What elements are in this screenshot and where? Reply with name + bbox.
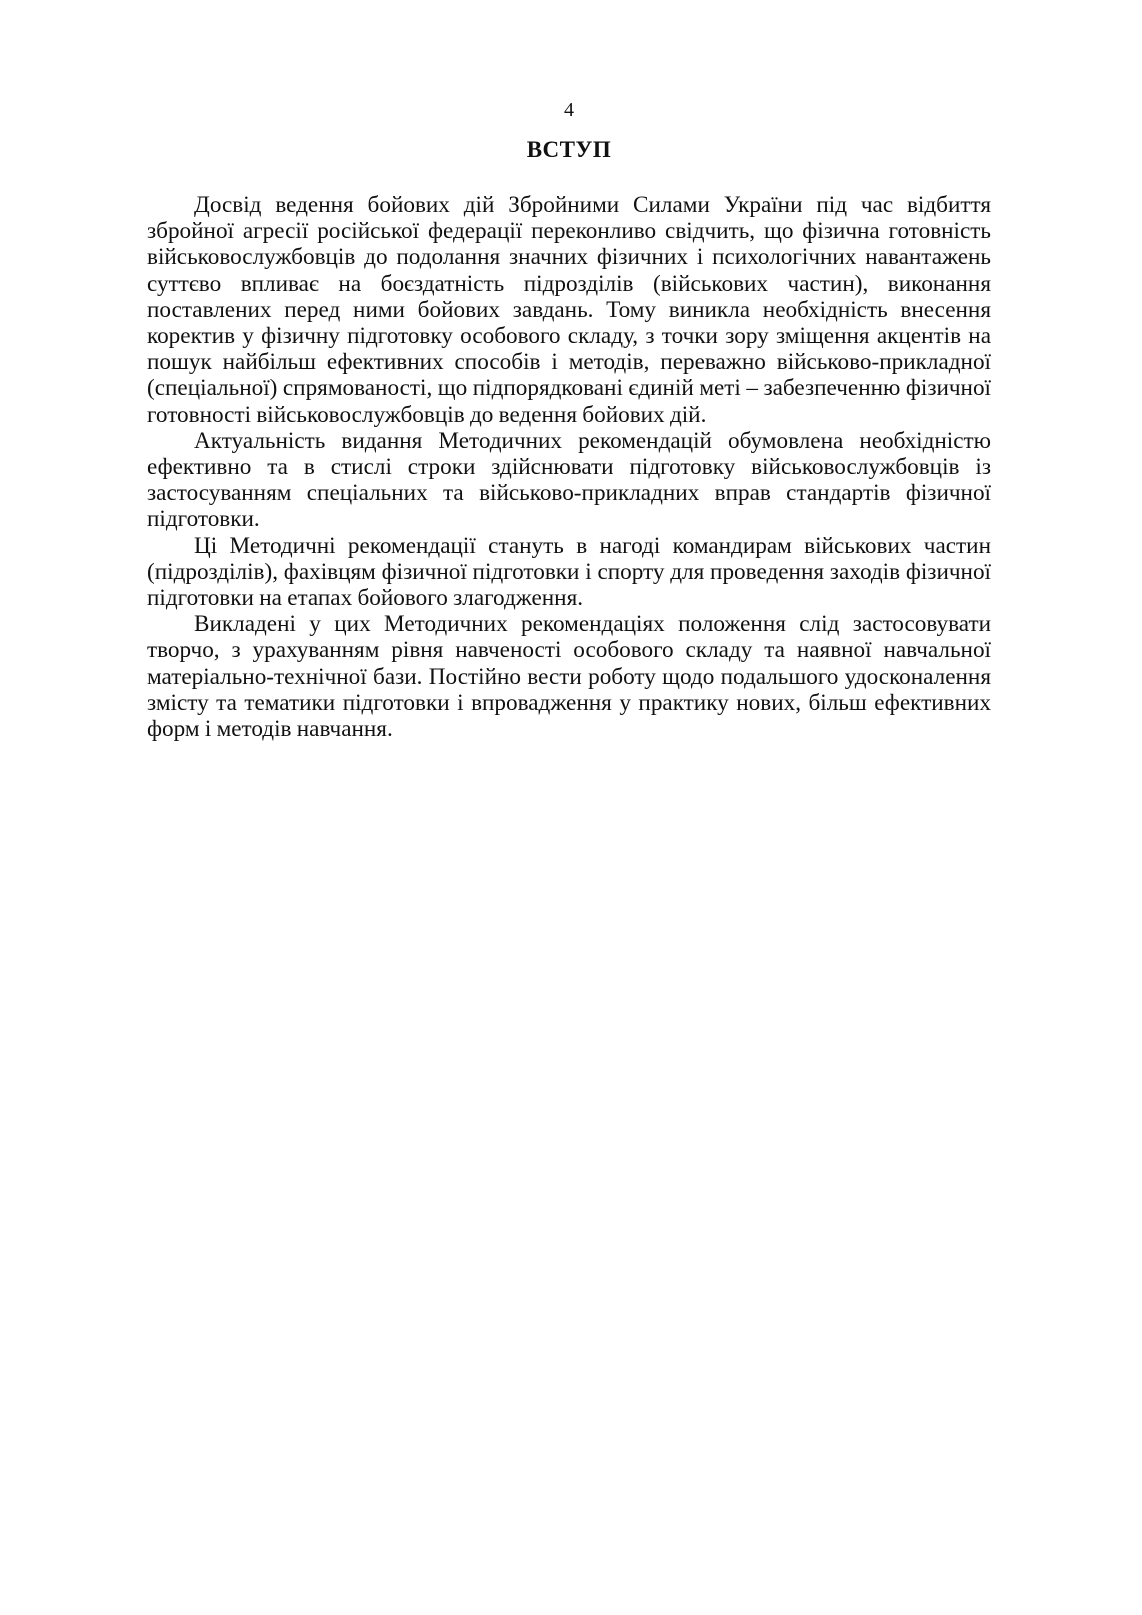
paragraph-combat-experience: Досвід ведення бойових дій Збройними Силами України під час відбиття збройної агресії російської федерації переконливо свідчить, що фізична готовність військовослужбовців до подолання значних фізичних і психологічних навантажень суттєво впливає на боєздатність підрозділів (військових частин), виконання поставлених перед ними бойових завдань. Тому виникла необхідність внесення коректив у фізичну підготовку особового складу, з точки зору зміщення акцентів на пошук найбільш ефективних способів і методів, переважно військово-прикладної (спеціальної) спрямованості, що підпорядковані єдиній меті – забезпеченню фізичної готовності військовослужбовців до ведення бойових дій. xyxy=(147,192,991,428)
paragraph-audience: Ці Методичні рекомендації стануть в нагоді командирам військових частин (підрозділів), фахівцям фізичної підготовки і спорту для проведення заходів фізичної підготовки на етапах бойового злагодження. xyxy=(147,532,991,612)
section-heading: ВСТУП xyxy=(526,137,612,162)
document-body xyxy=(147,192,991,742)
paragraph-relevance: Актуальність видання Методичних рекомендацій обумовлена необхідністю ефективно та в стислі строки здійснювати підготовку військовослужбовців із застосуванням спеціальних та військово-прикладних вправ стандартів фізичної підготовки. xyxy=(147,427,991,533)
paragraph-application: Викладені у цих Методичних рекомендаціях положення слід застосовувати творчо, з урахуванням рівня навченості особового складу та наявної навчальної матеріально-технічної бази. Постійно вести роботу щодо подальшого удосконалення змісту та тематики підготовки і впровадження у практику нових, більш ефективних форм і методів навчання. xyxy=(147,611,991,743)
page-number: 4 xyxy=(564,99,574,121)
